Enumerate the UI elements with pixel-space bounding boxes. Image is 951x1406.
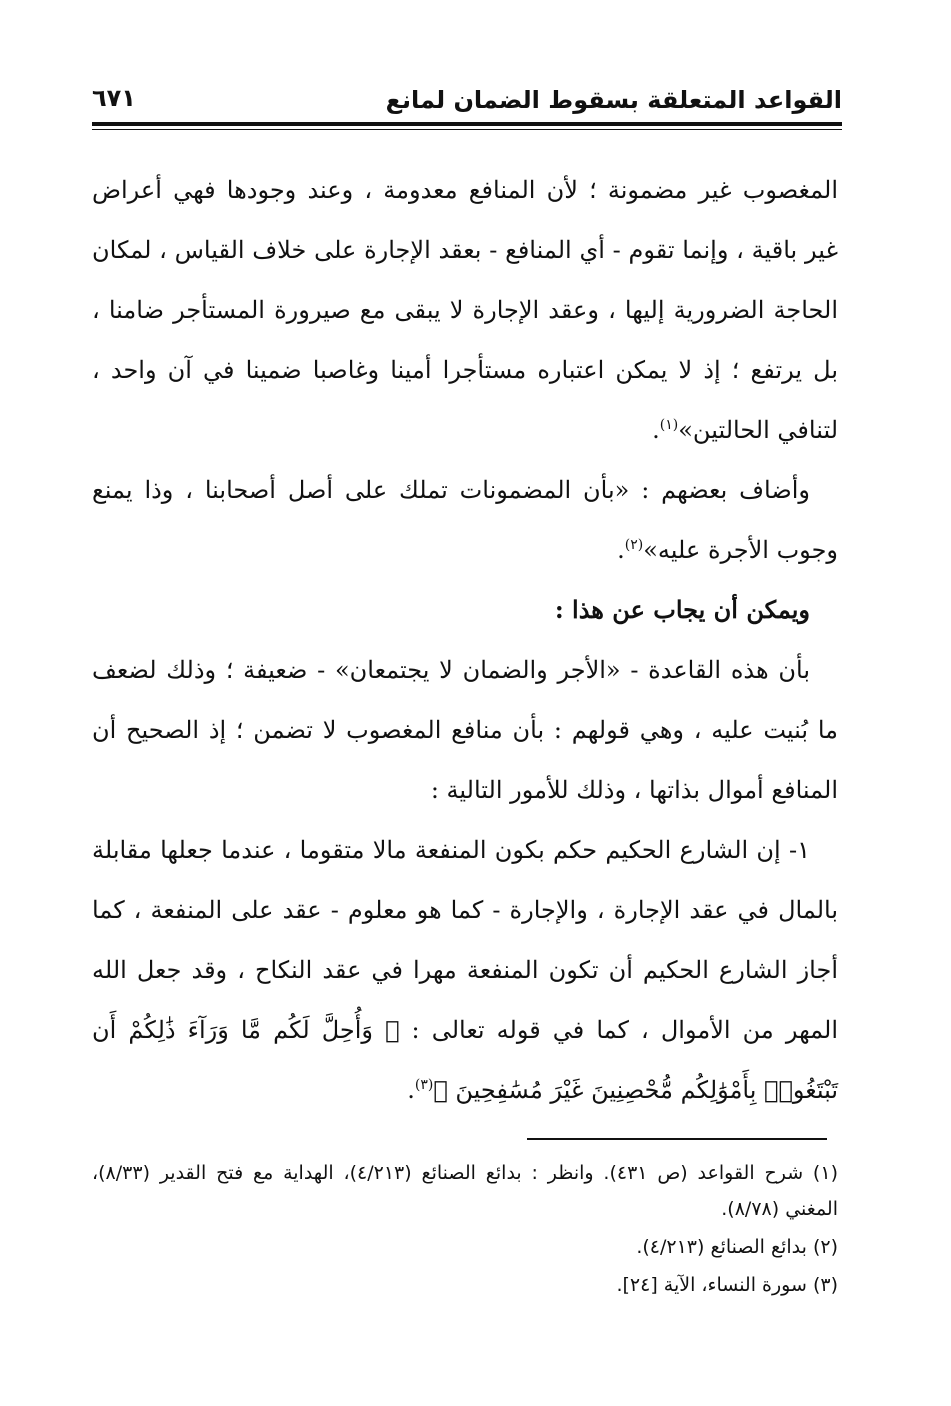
footnote-1: (١) شرح القواعد (ص ٤٣١). وانظر : بدائع الصنائع (٤/٢١٣)، الهداية مع فتح القدير (٨/٣٣)، المغني (٨/٧٨). — [92, 1162, 838, 1220]
paragraph-5-end: . — [407, 1076, 415, 1104]
footnote-ref-1: (١) — [659, 417, 679, 433]
header-title: القواعد المتعلقة بسقوط الضمان لمانع — [385, 86, 842, 114]
paragraph-1 — [92, 160, 838, 460]
footnote-ref-3: (٣) — [414, 1077, 434, 1093]
body-text — [92, 160, 838, 1120]
paragraph-5 — [92, 820, 838, 1120]
footnote-2: (٢) بدائع الصنائع (٤/٢١٣). — [636, 1236, 838, 1258]
paragraph-2-end: . — [617, 536, 625, 564]
paragraph-1-text: المغصوب غير مضمونة ؛ لأن المنافع معدومة ، وعند وجودها فهي أعراض غير باقية ، وإنما تقوم - أي المنافع - بعقد الإجارة على خلاف القياس ، لمكان الحاجة الضرورية إليها ، وعقد الإجارة لا يبقى مع صيرورة المستأجر ضامنا ، بل يرتفع ؛ إذ لا يمكن اعتباره مستأجرا أمينا وغاصبا ضمينا في آن واحد ، لتنافي الحالتين» — [92, 176, 838, 444]
footnote-3: (٣) سورة النساء، الآية [٢٤]. — [616, 1274, 838, 1296]
footnotes — [92, 1155, 838, 1305]
footnote-ref-2: (٢) — [624, 537, 644, 553]
footnote-separator — [527, 1138, 827, 1140]
header-rule-thick — [92, 122, 842, 126]
paragraph-3-heading: ويمكن أن يجاب عن هذا : — [554, 595, 810, 624]
paragraph-2 — [92, 460, 838, 580]
paragraph-5-text: ١- إن الشارع الحكيم حكم بكون المنفعة مالا متقوما ، عندما جعلها مقابلة بالمال في عقد الإجارة ، والإجارة - كما هو معلوم - عقد على المنفعة ، كما أجاز الشارع الحكيم أن تكون المنفعة مهرا في عقد النكاح ، وقد جعل الله المهر من الأموال ، كما في قوله تعالى : — [92, 836, 838, 1044]
paragraph-2-text: وأضاف بعضهم : «بأن المضمونات تملك على أصل أصحابنا ، وذا يمنع وجوب الأجرة عليه» — [92, 476, 838, 564]
paragraph-1-end: . — [652, 416, 660, 444]
quran-verse: ﴿ وَأُحِلَّ لَكُم مَّا وَرَآءَ ذَٰلِكُمْ أَن تَبْتَغُوا۟ بِأَمْوَٰلِكُم مُّحْصِنِينَ غَيْرَ مُسَٰفِحِينَ ﴾ — [92, 1016, 838, 1104]
page-number: ٦٧١ — [92, 84, 136, 112]
header-rule-thin — [92, 129, 842, 130]
running-header — [92, 80, 842, 124]
paragraph-4: بأن هذه القاعدة - «الأجر والضمان لا يجتمعان» - ضعيفة ؛ وذلك لضعف ما بُنيت عليه ، وهي قولهم : بأن منافع المغصوب لا تضمن ؛ إذ الصحيح أن المنافع أموال بذاتها ، وذلك للأمور التالية : — [92, 656, 839, 804]
